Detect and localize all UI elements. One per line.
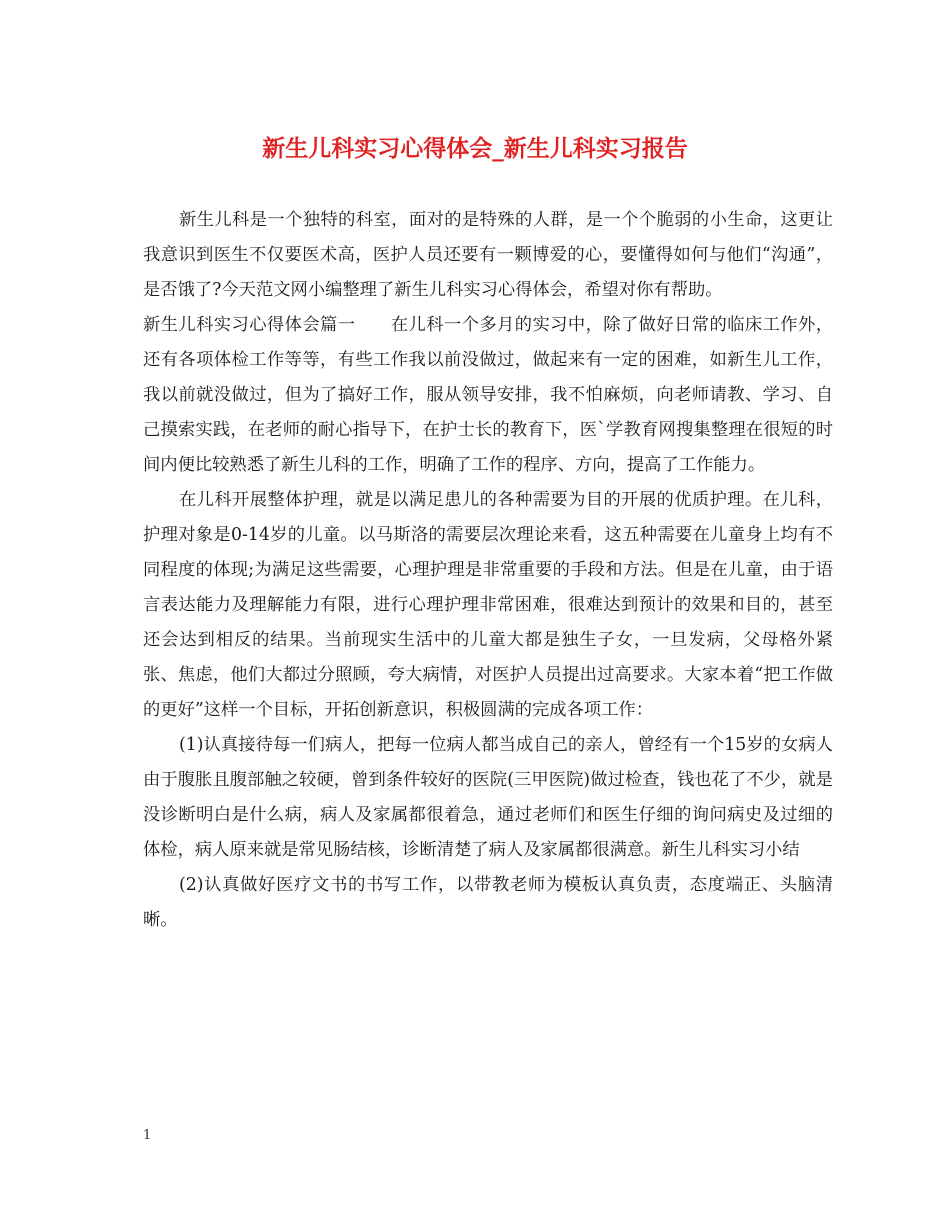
- paragraph-holistic-care: 在儿科开展整体护理，就是以满足患儿的各种需要为目的开展的优质护理。在儿科，护理对象是0-14岁的儿童。以马斯洛的需要层次理论来看，这五种需要在儿童身上均有不同程度的体现;为满足这些需要，心理护理是非常重要的手段和方法。但是在儿童，由于语言表达能力及理解能力有限，进行心理护理非常困难，很难达到预计的效果和目的，甚至还会达到相反的结果。当前现实生活中的儿童大都是独生子女，一旦发病，父母格外紧张、焦虑，他们大都过分照顾，夸大病情，对医护人员提出过高要求。大家本着“把工作做的更好”这样一个目标，开拓创新意识，积极圆满的完成各项工作：: [143, 490, 833, 720]
- document-body: [143, 203, 833, 938]
- page-number: 1: [143, 1128, 152, 1143]
- paragraph-part-one: 新生儿科实习心得体会篇一 在儿科一个多月的实习中，除了做好日常的临床工作外，还有各项体检工作等等，有些工作我以前没做过，做起来有一定的困难，如新生儿工作，我以前就没做过，但为了搞好工作，服从领导安排，我不怕麻烦，向老师请教、学习、自己摸索实践，在老师的耐心指导下，在护士长的教育下，医`学教育网搜集整理在很短的时间内便比较熟悉了新生儿科的工作，明确了工作的程序、方向，提高了工作能力。: [143, 315, 833, 475]
- document-title: 新生儿科实习心得体会_新生儿科实习报告: [262, 135, 688, 162]
- paragraph-item-1: (1)认真接待每一们病人，把每一位病人都当成自己的亲人，曾经有一个15岁的女病人由于腹胀且腹部触之较硬，曾到条件较好的医院(三甲医院)做过检查，钱也花了不少，就是没诊断明白是什么病，病人及家属都很着急，通过老师们和医生仔细的询问病史及过细的体检，病人原来就是常见肠结核，诊断清楚了病人及家属都很满意。新生儿科实习小结: [143, 735, 833, 860]
- paragraph-intro: 新生儿科是一个独特的科室，面对的是特殊的人群，是一个个脆弱的小生命，这更让我意识到医生不仅要医术高，医护人员还要有一颗博爱的心，要懂得如何与他们“沟通”，是否饿了?今天范文网小编整理了新生儿科实习心得体会，希望对你有帮助。: [143, 210, 833, 300]
- paragraph-item-2: (2)认真做好医疗文书的书写工作，以带教老师为模板认真负责，态度端正、头脑清晰。: [143, 875, 833, 930]
